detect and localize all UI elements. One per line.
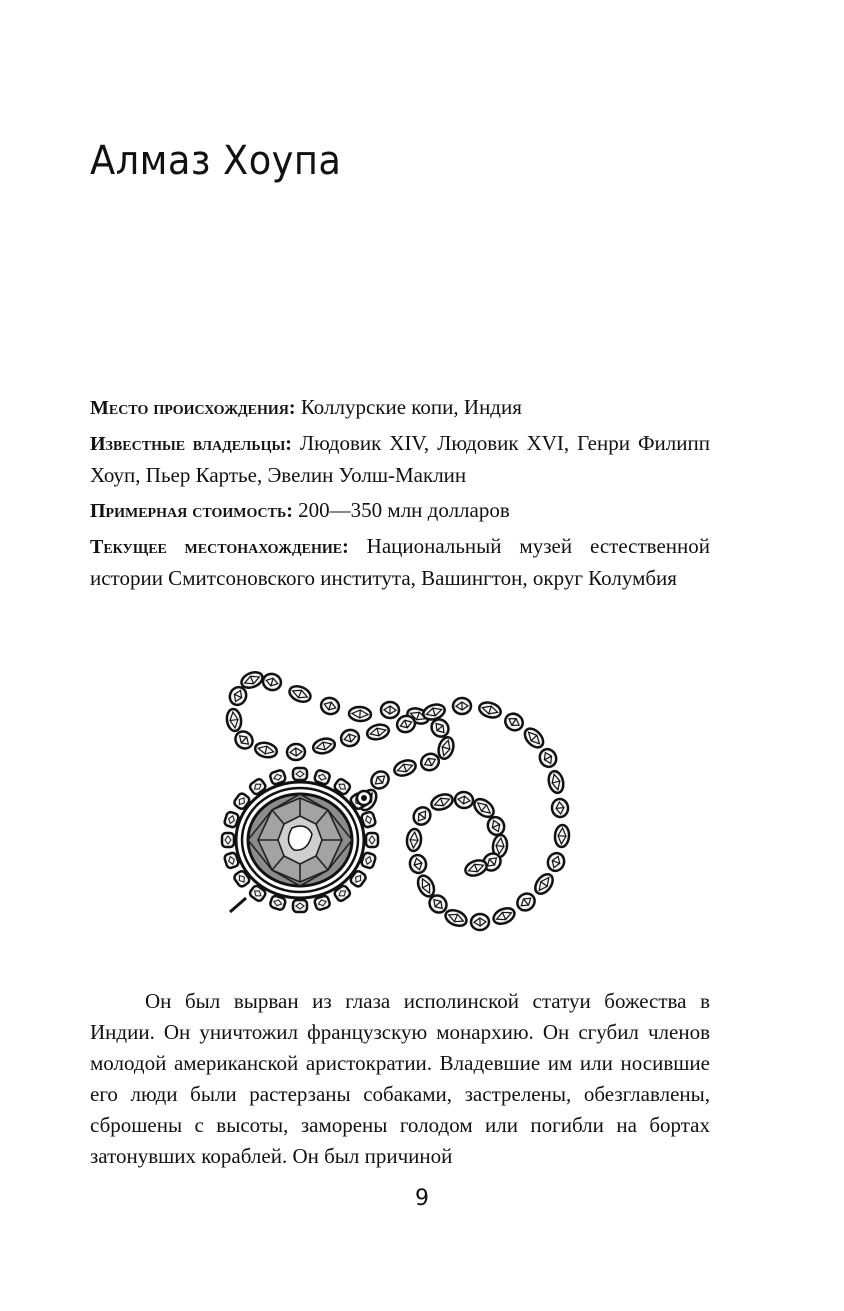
necklace-bead [491,905,517,927]
necklace-bead [547,770,566,795]
gem-info-block [90,392,710,598]
pendant-stone [224,852,240,869]
necklace-bead [226,708,243,732]
necklace-bead [532,871,556,897]
necklace-bead [381,702,400,719]
hope-diamond-necklace-icon [200,640,620,960]
pendant-stone [269,895,286,911]
location-label: Текущее местонахождение: [90,536,349,558]
necklace-bead [477,700,502,720]
necklace-bead [521,725,546,751]
pendant [222,768,378,912]
necklace-bead [410,804,434,828]
necklace-bead [463,858,489,879]
owners-label: Известные владельцы: [90,433,292,455]
pendant-stone [293,768,307,780]
page-number: 9 [415,1186,429,1211]
origin-value: Коллурские копи, Индия [300,395,522,419]
pendant-stone [314,769,331,785]
necklace-bead [454,791,474,809]
location-value: Национальный музей естественной истории Смитсоновского института, Вашингтон, округ Колумбия [90,534,710,590]
necklace-bead [537,746,559,769]
value-label: Примерная стоимость: [90,500,293,522]
necklace-bead [545,851,566,873]
necklace-bead [366,723,391,742]
owners-row [90,428,710,491]
necklace-bead [406,828,422,851]
pendant-stone [224,811,240,828]
body-paragraph: Он был вырван из глаза исполинской статуи божества в Индии. Он уничтожил французскую монархию. Он сгубил членов молодой американской аристократии. Владевшие им или носившие его люди были растерзаны собаками, застрелены, обезглавлены, сброшены с высоты, заморены голодом или погибли на бортах затонувших кораблей. Он был причиной [90,989,710,1168]
necklace-bead [408,853,428,874]
origin-label: Место происхождения: [90,397,296,419]
necklace-bead [514,890,538,914]
necklace-bead [392,758,417,779]
necklace-bead [319,696,341,717]
necklace-bead [471,914,490,931]
necklace-bead [436,735,456,760]
necklace-bead [261,672,283,692]
necklace-bead [502,710,526,733]
value-value: 200—350 млн долларов [298,498,510,522]
pendant-stone [366,833,378,847]
pendant-stone [361,811,377,828]
necklace-bead [368,768,392,792]
location-row [90,531,710,594]
pendant-stone [222,833,234,847]
necklace-bead [453,698,472,715]
necklace-bead [443,907,469,929]
necklace-bead [339,728,360,748]
pendant-stone [269,769,286,785]
necklace-bead [286,743,305,760]
origin-row [90,392,710,424]
value-row [90,495,710,527]
necklace-bead [254,741,279,760]
pendant-stone [314,895,331,911]
owners-value: Людовик XIV, Людовик XVI, Генри Филипп Хоуп, Пьер Картье, Эвелин Уолш-Маклин [90,431,710,487]
pendant-stone [361,852,377,869]
necklace-bead [429,792,455,813]
necklace-bead [287,683,313,704]
pendant-stone [293,900,307,912]
necklace-bead [349,706,372,721]
chapter-title: Алмаз Хоупа [90,138,342,184]
necklace-bead [554,825,570,848]
necklace-bead [551,798,569,818]
necklace-bead [312,736,337,755]
